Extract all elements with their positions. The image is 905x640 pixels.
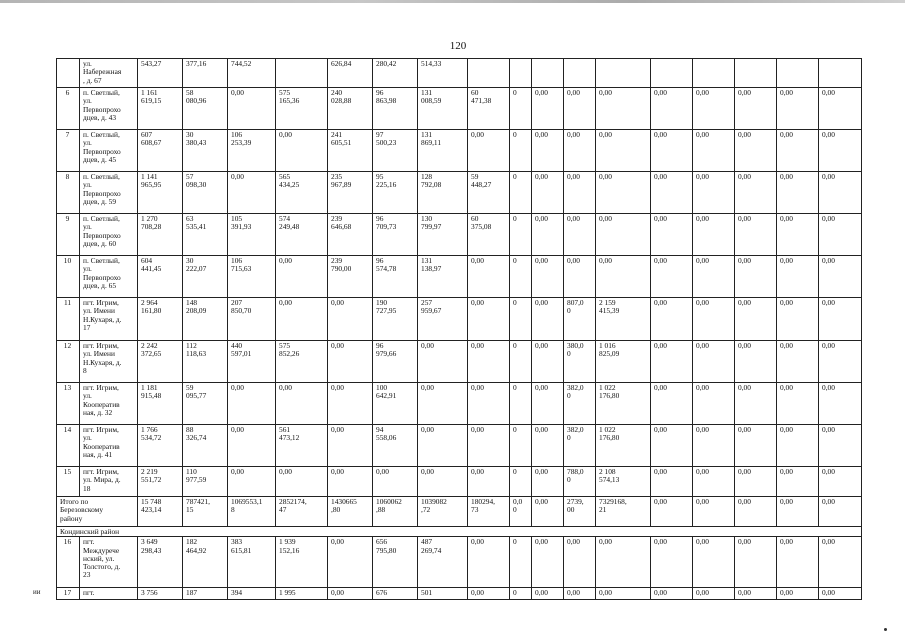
table-cell: 0 bbox=[510, 537, 532, 588]
table-cell: 2 242 372,65 bbox=[138, 341, 183, 383]
table-cell bbox=[468, 59, 510, 88]
table-cell: 0,00 bbox=[651, 214, 693, 256]
table-cell: 0,00 bbox=[468, 537, 510, 588]
table-cell: 0,00 bbox=[228, 383, 276, 425]
table-cell: 0,00 bbox=[693, 588, 735, 600]
table-cell: 0,00 bbox=[228, 467, 276, 497]
table-row bbox=[57, 341, 862, 383]
table-cell: 604 441,45 bbox=[138, 256, 183, 298]
table-cell: 0,00 bbox=[651, 383, 693, 425]
table-cell: 0,00 bbox=[735, 588, 777, 600]
table-cell: пгт. Игрим, ул. Мира, д. 18 bbox=[80, 467, 138, 497]
table-cell: 1069553,1 8 bbox=[228, 497, 276, 527]
table-cell: 0,00 bbox=[735, 497, 777, 527]
table-cell: Кондинский район bbox=[57, 527, 862, 537]
table-cell: 2 964 161,80 bbox=[138, 298, 183, 341]
table-cell: 239 790,00 bbox=[328, 256, 373, 298]
table-cell: 0 bbox=[510, 383, 532, 425]
table-cell: 0,00 bbox=[819, 383, 862, 425]
table-cell: 0,00 bbox=[468, 298, 510, 341]
table-cell: 0,00 bbox=[532, 425, 564, 467]
table-cell: 0,00 bbox=[735, 341, 777, 383]
table-cell: 0,00 bbox=[328, 588, 373, 600]
table-cell: 131 869,11 bbox=[418, 130, 468, 172]
table-cell: 0,00 bbox=[735, 130, 777, 172]
table-cell: 2739, 00 bbox=[564, 497, 596, 527]
table-cell: 1 161 619,15 bbox=[138, 88, 183, 130]
table-cell: 561 473,12 bbox=[276, 425, 328, 467]
table-cell: 0,00 bbox=[564, 256, 596, 298]
table-cell: 0,00 bbox=[777, 497, 819, 527]
table-cell: 0,00 bbox=[564, 588, 596, 600]
table-cell: 190 727,95 bbox=[373, 298, 418, 341]
table-cell: 0,0 0 bbox=[510, 497, 532, 527]
table-cell: 96 863,98 bbox=[373, 88, 418, 130]
table-cell: 0,00 bbox=[735, 88, 777, 130]
table-cell: 0,00 bbox=[693, 341, 735, 383]
table-cell: 380,0 0 bbox=[564, 341, 596, 383]
table-cell: 105 391,93 bbox=[228, 214, 276, 256]
table-cell: 0,00 bbox=[819, 298, 862, 341]
table-cell: 487 269,74 bbox=[418, 537, 468, 588]
table-cell: 0,00 bbox=[777, 172, 819, 214]
table-cell: 0,00 bbox=[819, 467, 862, 497]
table-cell: 0,00 bbox=[819, 497, 862, 527]
table-cell: 565 434,25 bbox=[276, 172, 328, 214]
table-cell: 0,00 bbox=[373, 467, 418, 497]
table-cell: 59 095,77 bbox=[183, 383, 228, 425]
table-cell: 96 709,73 bbox=[373, 214, 418, 256]
table-cell: 382,0 0 bbox=[564, 383, 596, 425]
table-cell: 100 642,91 bbox=[373, 383, 418, 425]
table-cell: 239 646,68 bbox=[328, 214, 373, 256]
table-cell: 0,00 bbox=[693, 214, 735, 256]
table-cell: 0,00 bbox=[468, 383, 510, 425]
table-row bbox=[57, 130, 862, 172]
table-cell: 0,00 bbox=[651, 497, 693, 527]
table-cell: 13 bbox=[57, 383, 80, 425]
table-cell: п. Светлый, ул. Первопрохо дцев, д. 65 bbox=[80, 256, 138, 298]
table-cell bbox=[693, 59, 735, 88]
table-cell: 0,00 bbox=[819, 425, 862, 467]
table-cell: 0,00 bbox=[777, 256, 819, 298]
total-row bbox=[57, 497, 862, 527]
table-cell: 60 471,38 bbox=[468, 88, 510, 130]
table-cell: 0,00 bbox=[532, 130, 564, 172]
table-cell: 0,00 bbox=[777, 130, 819, 172]
table-cell: 0,00 bbox=[819, 341, 862, 383]
table-cell: 58 080,96 bbox=[183, 88, 228, 130]
table-cell: 0 bbox=[510, 130, 532, 172]
table-cell: 0,00 bbox=[596, 537, 651, 588]
table-cell: 0,00 bbox=[468, 425, 510, 467]
table-cell: 0,00 bbox=[693, 298, 735, 341]
table-cell: 0,00 bbox=[468, 130, 510, 172]
table-cell: 2 159 415,39 bbox=[596, 298, 651, 341]
table-cell: 0,00 bbox=[651, 130, 693, 172]
table-cell: 0,00 bbox=[328, 537, 373, 588]
table-cell: 440 597,01 bbox=[228, 341, 276, 383]
table-cell: 0,00 bbox=[418, 467, 468, 497]
table-cell: 0,00 bbox=[819, 537, 862, 588]
table-cell: 0,00 bbox=[532, 341, 564, 383]
table-cell: 96 979,66 bbox=[373, 341, 418, 383]
table-cell: 187 bbox=[183, 588, 228, 600]
table-cell bbox=[651, 59, 693, 88]
table-cell: 0,00 bbox=[735, 537, 777, 588]
table-cell: 0 bbox=[510, 341, 532, 383]
table-cell: 6 bbox=[57, 88, 80, 130]
table-cell: 0,00 bbox=[693, 467, 735, 497]
table-cell: 30 222,07 bbox=[183, 256, 228, 298]
table-cell: пгт. Игрим, ул. Имени Н.Кухаря, д. 17 bbox=[80, 298, 138, 341]
table-cell: 112 118,63 bbox=[183, 341, 228, 383]
table-row bbox=[57, 383, 862, 425]
table-cell: п. Светлый, ул. Первопрохо дцев, д. 60 bbox=[80, 214, 138, 256]
table-cell: 57 098,30 bbox=[183, 172, 228, 214]
table-cell: 0,00 bbox=[532, 172, 564, 214]
table-cell: 131 138,97 bbox=[418, 256, 468, 298]
table-cell: 0,00 bbox=[693, 383, 735, 425]
table-cell: 128 792,08 bbox=[418, 172, 468, 214]
table-cell: 0 bbox=[510, 425, 532, 467]
table-cell: 382,0 0 bbox=[564, 425, 596, 467]
table-cell: 0,00 bbox=[228, 172, 276, 214]
table-cell: 0,00 bbox=[532, 88, 564, 130]
table-cell: 1 022 176,80 bbox=[596, 425, 651, 467]
section-row bbox=[57, 527, 862, 537]
table-cell: 0,00 bbox=[693, 425, 735, 467]
table-cell: 0 bbox=[510, 214, 532, 256]
table-cell: 1 181 915,48 bbox=[138, 383, 183, 425]
table-cell: 0,00 bbox=[564, 537, 596, 588]
table-cell: 0,00 bbox=[735, 298, 777, 341]
table-cell: 0,00 bbox=[735, 383, 777, 425]
table-cell: 110 977,59 bbox=[183, 467, 228, 497]
table-cell: 607 608,67 bbox=[138, 130, 183, 172]
table-cell: 0,00 bbox=[777, 383, 819, 425]
table-cell: п. Светлый, ул. Первопрохо дцев, д. 45 bbox=[80, 130, 138, 172]
table-cell: 1 995 bbox=[276, 588, 328, 600]
table-cell: 514,33 bbox=[418, 59, 468, 88]
table-cell: 30 380,43 bbox=[183, 130, 228, 172]
table-cell: 240 028,88 bbox=[328, 88, 373, 130]
table-cell: 0,00 bbox=[564, 214, 596, 256]
table-row bbox=[57, 298, 862, 341]
table-cell: ул. Набережная , д. 67 bbox=[80, 59, 138, 88]
scan-edge bbox=[0, 0, 905, 3]
data-table bbox=[56, 58, 862, 600]
table-cell: 63 535,41 bbox=[183, 214, 228, 256]
table-cell: 60 375,08 bbox=[468, 214, 510, 256]
table-cell: 0,00 bbox=[276, 383, 328, 425]
table-cell bbox=[57, 59, 80, 88]
table-row bbox=[57, 467, 862, 497]
table-cell: 0,00 bbox=[328, 425, 373, 467]
table-cell: 0,00 bbox=[564, 130, 596, 172]
table-cell: 0,00 bbox=[228, 88, 276, 130]
table-cell: 180294, 73 bbox=[468, 497, 510, 527]
table-cell: 0,00 bbox=[819, 172, 862, 214]
table-cell: 131 008,59 bbox=[418, 88, 468, 130]
table-cell: 2 108 574,13 bbox=[596, 467, 651, 497]
table-row bbox=[57, 537, 862, 588]
table-row bbox=[57, 59, 862, 88]
table-cell: 676 bbox=[373, 588, 418, 600]
table-cell: 0,00 bbox=[651, 588, 693, 600]
table-cell: 0,00 bbox=[735, 172, 777, 214]
table-row bbox=[57, 256, 862, 298]
table-cell: 0,00 bbox=[276, 130, 328, 172]
table-cell: 59 448,27 bbox=[468, 172, 510, 214]
table-cell: 0,00 bbox=[735, 425, 777, 467]
table-cell: 0 bbox=[510, 467, 532, 497]
table-cell: 0,00 bbox=[228, 425, 276, 467]
table-cell bbox=[532, 59, 564, 88]
table-cell bbox=[735, 59, 777, 88]
table-cell: 501 bbox=[418, 588, 468, 600]
table-cell: 15 bbox=[57, 467, 80, 497]
table-cell: 807,0 0 bbox=[564, 298, 596, 341]
table-cell: 0,00 bbox=[532, 497, 564, 527]
table-cell: пгт. Игрим, ул. Кооператив ная, д. 32 bbox=[80, 383, 138, 425]
table-cell: 0,00 bbox=[777, 425, 819, 467]
table-cell: 0,00 bbox=[777, 537, 819, 588]
table-cell: 788,0 0 bbox=[564, 467, 596, 497]
table-cell: 280,42 bbox=[373, 59, 418, 88]
table-cell: 8 bbox=[57, 172, 80, 214]
table-cell: 1 141 965,95 bbox=[138, 172, 183, 214]
table-cell: 0,00 bbox=[651, 298, 693, 341]
table-cell: 0,00 bbox=[777, 341, 819, 383]
scan-speck bbox=[884, 628, 887, 631]
table-cell: 10 bbox=[57, 256, 80, 298]
table-body bbox=[57, 59, 862, 600]
table-cell: 0 bbox=[510, 88, 532, 130]
table-cell: 0,00 bbox=[693, 88, 735, 130]
table-cell: 574 249,48 bbox=[276, 214, 328, 256]
table-cell: 0,00 bbox=[276, 298, 328, 341]
table-cell: пгт. Междурече нский, ул. Толстого, д. 23 bbox=[80, 537, 138, 588]
table-cell: Итого по Березовскому району bbox=[57, 497, 138, 527]
page-number: 120 bbox=[449, 40, 467, 52]
table-cell: 394 bbox=[228, 588, 276, 600]
table-cell: 0,00 bbox=[418, 383, 468, 425]
table-cell: 0 bbox=[510, 256, 532, 298]
table-cell: 0,00 bbox=[532, 588, 564, 600]
table-cell: 0,00 bbox=[777, 298, 819, 341]
table-cell: 1 022 176,80 bbox=[596, 383, 651, 425]
table-row bbox=[57, 588, 862, 600]
table-cell: 182 464,92 bbox=[183, 537, 228, 588]
table-cell: 0,00 bbox=[596, 130, 651, 172]
table-cell: 575 852,26 bbox=[276, 341, 328, 383]
table-cell: 787421, 15 bbox=[183, 497, 228, 527]
table-cell: 106 715,63 bbox=[228, 256, 276, 298]
table-cell: 2852174, 47 bbox=[276, 497, 328, 527]
table-cell: 0,00 bbox=[596, 172, 651, 214]
table-cell: 95 225,16 bbox=[373, 172, 418, 214]
table-cell: п. Светлый, ул. Первопрохо дцев, д. 59 bbox=[80, 172, 138, 214]
table-cell: 1060062 ,88 bbox=[373, 497, 418, 527]
table-cell bbox=[819, 59, 862, 88]
table-cell: 0,00 bbox=[532, 256, 564, 298]
table-cell: 0,00 bbox=[819, 214, 862, 256]
table-cell: 16 bbox=[57, 537, 80, 588]
table-cell: 0,00 bbox=[596, 588, 651, 600]
table-cell: 1 939 152,16 bbox=[276, 537, 328, 588]
table-cell: 0,00 bbox=[735, 256, 777, 298]
table-cell: 0,00 bbox=[532, 298, 564, 341]
table-cell bbox=[510, 59, 532, 88]
table-row bbox=[57, 214, 862, 256]
table-cell: 0,00 bbox=[532, 537, 564, 588]
table-cell: 257 959,67 bbox=[418, 298, 468, 341]
table-cell: 0,00 bbox=[328, 298, 373, 341]
table-cell: 88 326,74 bbox=[183, 425, 228, 467]
table-cell: 626,84 bbox=[328, 59, 373, 88]
table-cell: 0,00 bbox=[819, 588, 862, 600]
table-cell: 0,00 bbox=[532, 467, 564, 497]
table-cell: 7 bbox=[57, 130, 80, 172]
table-cell: 17 bbox=[57, 588, 80, 600]
table-cell: 0,00 bbox=[564, 88, 596, 130]
table-cell: 0,00 bbox=[328, 467, 373, 497]
table-cell: 656 795,80 bbox=[373, 537, 418, 588]
table-cell: 0,00 bbox=[532, 214, 564, 256]
table-cell: 0,00 bbox=[468, 256, 510, 298]
table-cell: 0,00 bbox=[651, 256, 693, 298]
table-cell: 148 208,09 bbox=[183, 298, 228, 341]
table-cell: 0,00 bbox=[735, 214, 777, 256]
table-cell: 1039082 ,72 bbox=[418, 497, 468, 527]
table-cell bbox=[564, 59, 596, 88]
table-cell: 130 799,97 bbox=[418, 214, 468, 256]
table-cell: 11 bbox=[57, 298, 80, 341]
table-row bbox=[57, 425, 862, 467]
table-cell: 7329168, 21 bbox=[596, 497, 651, 527]
table-row bbox=[57, 172, 862, 214]
table-cell: 2 219 551,72 bbox=[138, 467, 183, 497]
table-cell: 383 615,81 bbox=[228, 537, 276, 588]
table-cell: 0,00 bbox=[735, 467, 777, 497]
table-cell: 0,00 bbox=[693, 172, 735, 214]
table-row bbox=[57, 88, 862, 130]
table-cell bbox=[596, 59, 651, 88]
table-cell: 96 574,78 bbox=[373, 256, 418, 298]
table-cell: 0,00 bbox=[819, 130, 862, 172]
table-cell: 1 016 825,09 bbox=[596, 341, 651, 383]
table-cell: 97 500,23 bbox=[373, 130, 418, 172]
table-cell: 0,00 bbox=[651, 537, 693, 588]
table-cell: 235 967,89 bbox=[328, 172, 373, 214]
table-cell: 241 605,51 bbox=[328, 130, 373, 172]
table-cell: 0,00 bbox=[276, 256, 328, 298]
table-cell: 543,27 bbox=[138, 59, 183, 88]
table-cell: 1 766 534,72 bbox=[138, 425, 183, 467]
table-cell: 0,00 bbox=[468, 467, 510, 497]
table-cell: пгт. Игрим, ул. Кооператив ная, д. 41 bbox=[80, 425, 138, 467]
table-cell: 0 bbox=[510, 588, 532, 600]
table-cell: 0,00 bbox=[418, 425, 468, 467]
table-cell bbox=[777, 59, 819, 88]
table-cell: 207 850,70 bbox=[228, 298, 276, 341]
table-cell: 0,00 bbox=[777, 588, 819, 600]
table-cell: 1430665 ,80 bbox=[328, 497, 373, 527]
table-cell: 0 bbox=[510, 172, 532, 214]
table-cell: 0,00 bbox=[819, 256, 862, 298]
table-cell: 0,00 bbox=[777, 467, 819, 497]
table-cell: п. Светлый, ул. Первопрохо дцев, д. 43 bbox=[80, 88, 138, 130]
table-cell: 0,00 bbox=[819, 88, 862, 130]
table-cell: 0,00 bbox=[693, 497, 735, 527]
table-cell: 0,00 bbox=[651, 467, 693, 497]
table-cell: 3 756 bbox=[138, 588, 183, 600]
table-cell: 0,00 bbox=[596, 214, 651, 256]
table-cell: 0,00 bbox=[532, 383, 564, 425]
table-cell: 0,00 bbox=[328, 383, 373, 425]
table-cell: 3 649 298,43 bbox=[138, 537, 183, 588]
table-cell: 0,00 bbox=[693, 537, 735, 588]
table-cell: 0,00 bbox=[418, 341, 468, 383]
table-cell: 0,00 bbox=[777, 88, 819, 130]
table-cell: 14 bbox=[57, 425, 80, 467]
table-cell: 744,52 bbox=[228, 59, 276, 88]
table-cell: 106 253,39 bbox=[228, 130, 276, 172]
table-cell: 0,00 bbox=[468, 341, 510, 383]
table-cell: 0,00 bbox=[693, 130, 735, 172]
table-cell: 15 748 423,14 bbox=[138, 497, 183, 527]
table-cell: 377,16 bbox=[183, 59, 228, 88]
table-cell bbox=[276, 59, 328, 88]
table-cell: пгт. Игрим, ул. Имени Н.Кухаря, д. 8 bbox=[80, 341, 138, 383]
table-cell: 0,00 bbox=[651, 425, 693, 467]
table-cell: пгт. bbox=[80, 588, 138, 600]
table-cell: 575 165,36 bbox=[276, 88, 328, 130]
table-cell: 0,00 bbox=[328, 341, 373, 383]
table-cell: 0,00 bbox=[276, 467, 328, 497]
table-cell: 0,00 bbox=[651, 341, 693, 383]
table-cell: 0,00 bbox=[564, 172, 596, 214]
table-cell: 0,00 bbox=[596, 88, 651, 130]
footer-text: ии bbox=[33, 588, 41, 596]
table-cell: 9 bbox=[57, 214, 80, 256]
table-cell: 0,00 bbox=[468, 588, 510, 600]
table-cell: 0,00 bbox=[777, 214, 819, 256]
table-cell: 94 558,06 bbox=[373, 425, 418, 467]
table-cell: 0,00 bbox=[693, 256, 735, 298]
table-cell: 0,00 bbox=[596, 256, 651, 298]
table-cell: 0,00 bbox=[651, 172, 693, 214]
table-cell: 1 270 708,28 bbox=[138, 214, 183, 256]
table-cell: 0,00 bbox=[651, 88, 693, 130]
table-cell: 0 bbox=[510, 298, 532, 341]
table-cell: 12 bbox=[57, 341, 80, 383]
